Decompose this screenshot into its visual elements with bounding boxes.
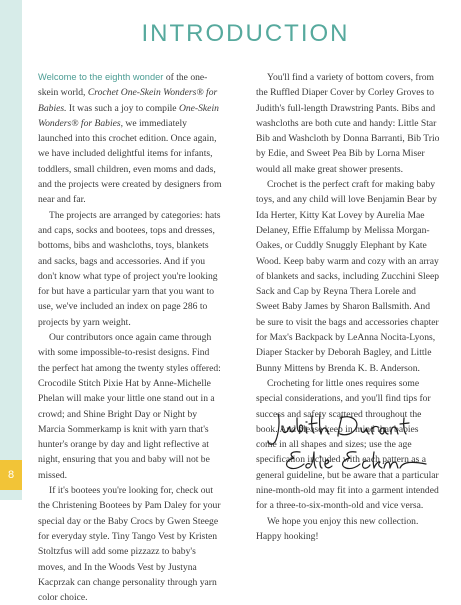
left-paragraph-3: Our contributors once again came through with some impossible-to-resist designs. Find the perfect hat among the twenty styles offered: Crocodile Stitch Pixie Hat by Anne-Michelle Phelan will make your little one stand out in a crowd; and Shine Bright Day or Night by Marcia Sommerkamp is knit with yarn that's hunter's orange by day and light reflective at night, ensuring that you and baby will not be missed.: [38, 332, 221, 481]
right-paragraph-3: Crocheting for little ones requires some special considerations, and you'll find tips for success and safety scattered throughout the book. And please keep in mind that babies come in all shapes and sizes; use the age specification included with each pattern as a general guideline, but be aware that a particular nine-month-old may fit into a garment intended for a three-to-six-month-old and vice versa.: [256, 377, 439, 512]
side-color-band: [0, 0, 22, 500]
signature-judith-durant: [268, 414, 409, 444]
signatures: [266, 408, 436, 482]
intro-lead: Welcome to the eighth wonder: [38, 72, 164, 82]
page-title: INTRODUCTION: [141, 20, 350, 47]
book-title-italic: Crochet One-Skein Wonders® for Babies.: [38, 87, 218, 114]
left-column: [38, 70, 223, 605]
left-paragraph-1: [38, 70, 223, 208]
right-paragraph-4: We hope you enjoy this new collection. Happy hooking!: [256, 515, 419, 542]
left-paragraph-2: The projects are arranged by categories: hats and caps, socks and bootees, tops and dresses, bottoms, bibs and washcloths, toys, blankets and sacks, bags and accessories. And if you don't know what type of project you're looking for but have a particular yarn that you want to use, we've included an index on page 286 to projects by yarn weight.: [38, 209, 221, 328]
right-paragraph-1: You'll find a variety of bottom covers, from the Ruffled Diaper Cover by Corley Groves to Judith's full-length Drawstring Pants. Bibs and washcloths are both cute and handy: Little Star Bib and Washcloth by Donna Barranti, Bib Trio by Edie, and Sweet Pea Bib by Lorna Miser would all make great shower presents.: [256, 72, 440, 175]
left-paragraph-4: If it's bootees you're looking for, check out the Christening Bootees by Pam Daley for your special day or the Baby Crocs by Gwen Steege for everyday style. Tiny Tango Vest by Kristen Stoltzfus will add some pizzazz to baby's moves, and In the Woods Vest by Justyna Kacprzak can change personality through yarn color choice.: [38, 485, 221, 604]
signature-edie-eckman: [287, 452, 426, 469]
right-paragraph-2: Crochet is the perfect craft for making baby toys, and any child will love Benjamin Bear by Ida Herter, Kitty Kat Lovey by Aurelia Mae Delaney, Effie Effalump by Melissa Morgan-Oakes, or Cuddly Snuggly Elephant by Kate Wood. Keep baby warm and cozy with an array of blankets and sacks, including Zucchini Sleep Sack and Cap by Reyna Thera Lorele and Sweet Baby James by Sharon Ballsmith. And be sure to visit the bags and accessories chapter for Max's Backpack by LeAnna Nocita-Lyons, Diaper Stacker by Deborah Bagley, and Little Bunny Mittens by Brenda K. B. Anderson.: [256, 179, 440, 374]
page-number-tab: [0, 460, 22, 490]
p1-end: we immediately launched into this crochet edition. Once again, we have included delightful items for infants, toddlers, small children, even moms and dads, and the projects were created by designers from near and far.: [38, 117, 222, 206]
page-number: 8: [7, 469, 15, 481]
p1-mid: It was such a joy to compile: [66, 102, 179, 114]
previous-book-title-italic: One-Skein Wonders® for Babies,: [38, 102, 219, 129]
handwritten-signatures: [266, 408, 436, 482]
p1-rest: of the one-skein world,: [38, 72, 208, 99]
